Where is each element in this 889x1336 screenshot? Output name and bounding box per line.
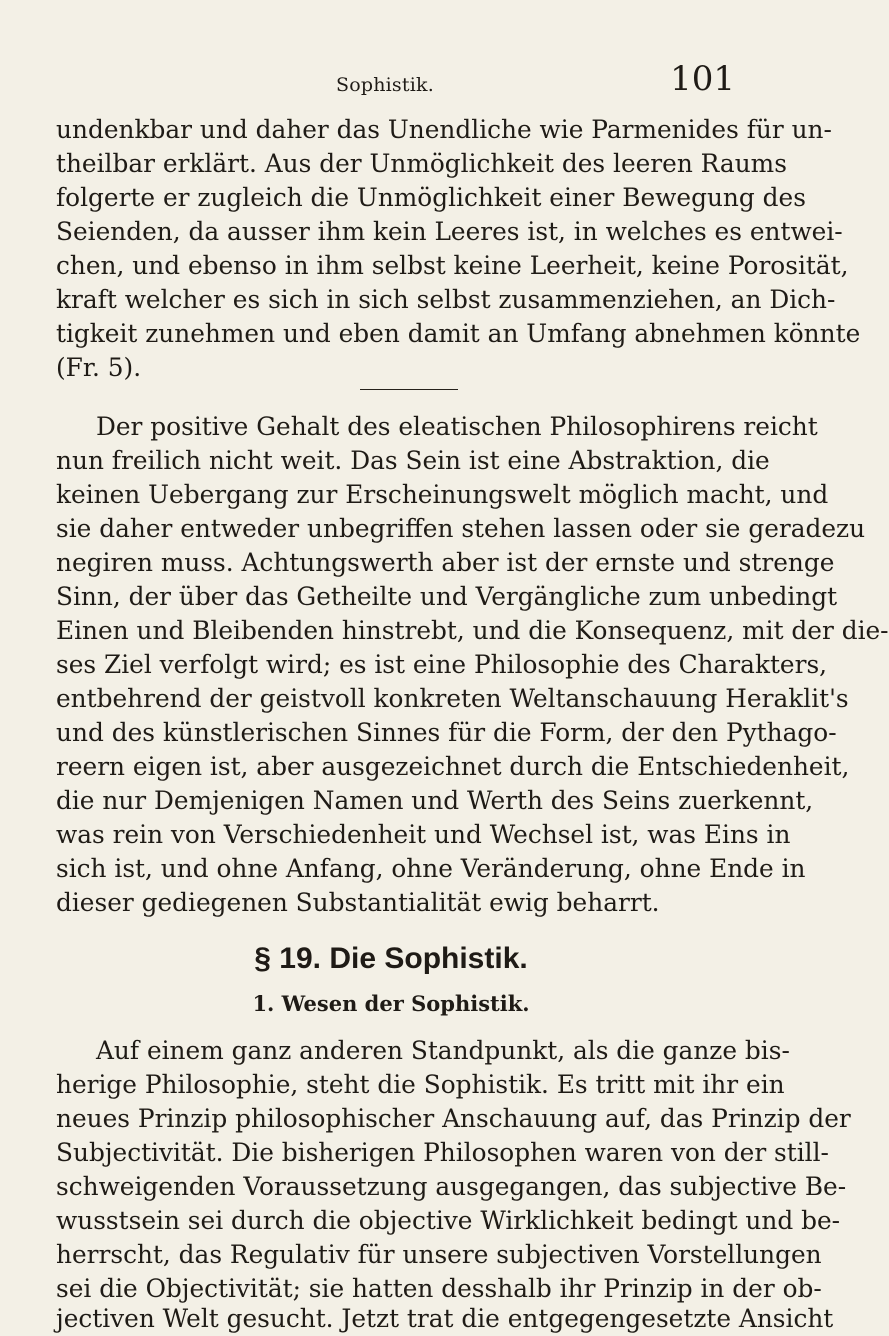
page-number: 101 [670, 59, 735, 99]
page-header [56, 59, 735, 106]
text-line: sei die Objectivität; sie hatten desshalb ihr Prinzip in der ob- [56, 1274, 822, 1303]
section-subheading: 1. Wesen der Sophistik. [252, 991, 530, 1016]
text-line: die nur Demjenigen Namen und Werth des Seins zuerkennt, [56, 786, 814, 815]
text-line: Der positive Gehalt des eleatischen Philosophirens reicht [96, 412, 818, 441]
text-line: was rein von Verschiedenheit und Wechsel ist, was Eins in [56, 820, 791, 849]
text-line: keinen Uebergang zur Erscheinungswelt möglich macht, und [56, 480, 829, 509]
text-line: (Fr. 5). [56, 353, 142, 382]
text-line: nun freilich nicht weit. Das Sein ist eine Abstraktion, die [56, 446, 770, 475]
text-line: negiren muss. Achtungswerth aber ist der ernste und strenge [56, 548, 835, 577]
text-line: schweigenden Voraussetzung ausgegangen, das subjective Be- [56, 1172, 847, 1201]
text-line: chen, und ebenso in ihm selbst keine Leerheit, keine Porosität, [56, 251, 849, 280]
text-line: neues Prinzip philosophischer Anschauung auf, das Prinzip der [56, 1104, 851, 1133]
text-line: undenkbar und daher das Unendliche wie Parmenides für un- [56, 115, 832, 144]
text-line: jectiven Welt gesucht. Jetzt trat die entgegengesetzte Ansicht [56, 1304, 834, 1333]
text-line: Seienden, da ausser ihm kein Leeres ist, in welches es entwei- [56, 217, 843, 246]
text-line: herrscht, das Regulativ für unsere subjectiven Vorstellungen [56, 1240, 822, 1269]
text-line: Subjectivität. Die bisherigen Philosophen waren von der still- [56, 1138, 829, 1167]
text-line: herige Philosophie, steht die Sophistik. Es tritt mit ihr ein [56, 1070, 785, 1099]
running-title: Sophistik. [336, 74, 434, 96]
text-line: kraft welcher es sich in sich selbst zusammenziehen, an Dich- [56, 285, 836, 314]
text-line: ses Ziel verfolgt wird; es ist eine Philosophie des Charakters, [56, 650, 828, 679]
section-divider [360, 389, 458, 390]
text-line: Auf einem ganz anderen Standpunkt, als die ganze bis- [96, 1036, 790, 1065]
text-line: wusstsein sei durch die objective Wirklichkeit bedingt und be- [56, 1206, 841, 1235]
text-line: entbehrend der geistvoll konkreten Weltanschauung Heraklit's [56, 684, 849, 713]
text-line: theilbar erklärt. Aus der Unmöglichkeit des leeren Raums [56, 149, 787, 178]
section-heading: § 19. Die Sophistik. [254, 942, 528, 975]
text-line: folgerte er zugleich die Unmöglichkeit einer Bewegung des [56, 183, 806, 212]
text-line: Sinn, der über das Getheilte und Vergängliche zum unbedingt [56, 582, 838, 611]
text-line: reern eigen ist, aber ausgezeichnet durch die Entschiedenheit, [56, 752, 850, 781]
text-line: und des künstlerischen Sinnes für die Form, der den Pythago- [56, 718, 837, 747]
text-line: sie daher entweder unbegriffen stehen lassen oder sie geradezu [56, 514, 866, 543]
text-line: Einen und Bleibenden hinstrebt, und die Konsequenz, mit der die- [56, 616, 889, 645]
text-line: sich ist, und ohne Anfang, ohne Veränderung, ohne Ende in [56, 854, 806, 883]
text-line: tigkeit zunehmen und eben damit an Umfang abnehmen könnte [56, 319, 861, 348]
text-line: dieser gediegenen Substantialität ewig beharrt. [56, 888, 660, 917]
